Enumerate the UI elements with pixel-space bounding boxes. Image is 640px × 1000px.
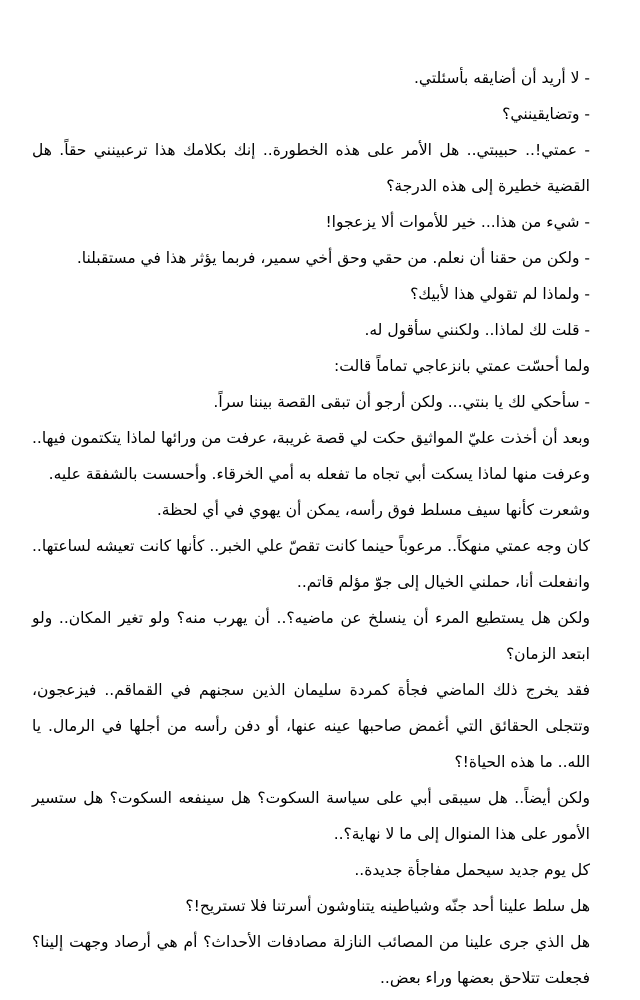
paragraph-17: هل سلط علينا أحد جنّه وشياطينه يتناوشون أسرتنا فلا تستريح!؟ xyxy=(185,897,590,915)
paragraph-16: كل يوم جديد سيحمل مفاجأة جديدة.. xyxy=(354,861,590,879)
paragraph-5: - ولكن من حقنا أن نعلم. من حقي وحق أخي سمير، فربما يؤثر هذا في مستقبلنا. xyxy=(76,249,590,267)
paragraph-9: - سأحكي لك يا بنتي... ولكن أرجو أن تبقى القصة بيننا سراً. xyxy=(213,393,590,411)
paragraph-2: - وتضايقينني؟ xyxy=(502,105,590,123)
paragraph-3: - عمتي!.. حبيبتي.. هل الأمر على هذه الخطورة.. إنك بكلامك هذا ترعبينني حقاً. هل القضية خطيرة إلى هذه الدرجة؟ xyxy=(32,141,590,195)
paragraph-14: فقد يخرج ذلك الماضي فجأة كمردة سليمان الذين سجنهم في القماقم.. فيزعجون، وتتجلى الحقائق التي أغمض صاحبها عينه عنها، أو دفن رأسه من أجلها في الرمال. يا الله.. ما هذه الحياة!؟ xyxy=(32,681,590,771)
paragraph-11: وشعرت كأنها سيف مسلط فوق رأسه، يمكن أن يهوي في أي لحظة. xyxy=(156,501,590,519)
paragraph-6: - ولماذا لم تقولي هذا لأبيك؟ xyxy=(410,285,590,303)
paragraph-18: هل الذي جرى علينا من المصائب النازلة مصادفات الأحداث؟ أم هي أرصاد وجهت إلينا؟ فجعلت تتلاحق بعضها وراء بعض.. xyxy=(32,933,590,987)
paragraph-8: ولما أحسّت عمتي بانزعاجي تماماً قالت: xyxy=(334,357,590,375)
paragraph-15: ولكن أيضاً.. هل سيبقى أبي على سياسة السكوت؟ هل سينفعه السكوت؟ هل ستسير الأمور على هذا المنوال إلى ما لا نهاية؟.. xyxy=(32,789,590,843)
paragraph-1: - لا أريد أن أضايقه بأسئلتي. xyxy=(413,69,590,87)
paragraph-7: - قلت لك لماذا.. ولكنني سأقول له. xyxy=(364,321,590,339)
paragraph-13: ولكن هل يستطيع المرء أن ينسلخ عن ماضيه؟.. أن يهرب منه؟ ولو تغير المكان.. ولو ابتعد الزمان؟ xyxy=(32,609,590,663)
paragraph-12: كان وجه عمتي منهكاً.. مرعوباً حينما كانت تقصّ علي الخبر.. كأنها كانت تعيشه لساعتها.. وانفعلت أنا، حملني الخيال إلى جوّ مؤلم قاتم.. xyxy=(32,537,590,591)
paragraph-4: - شيء من هذا... خير للأموات ألا يزعجوا! xyxy=(325,213,590,231)
paragraph-10: وبعد أن أخذت عليّ المواثيق حكت لي قصة غريبة، عرفت من ورائها لماذا يتكتمون فيها.. وعرفت منها لماذا يسكت أبي تجاه ما تفعله به أمي الخرقاء. وأحسست بالشفقة عليه. xyxy=(32,429,590,483)
